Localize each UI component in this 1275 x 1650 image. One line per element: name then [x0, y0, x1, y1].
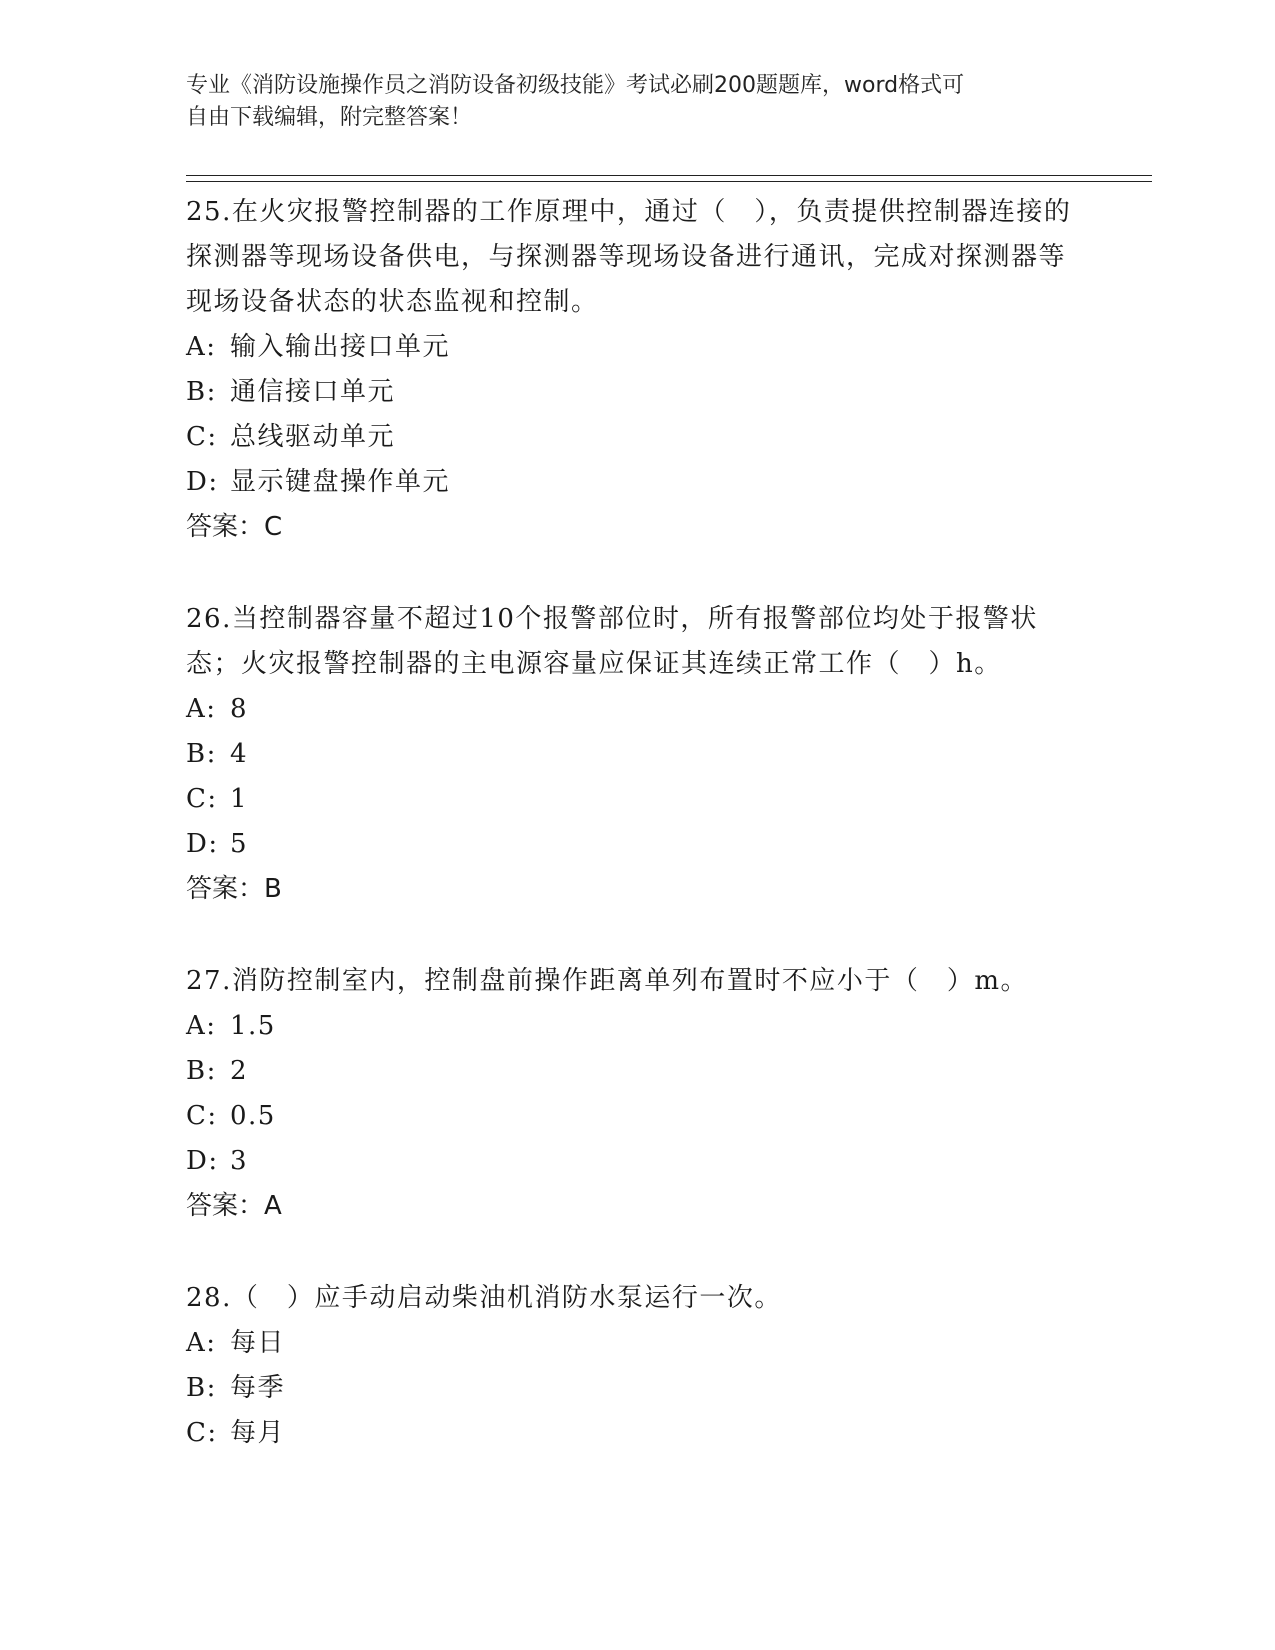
option-text: 输入输出接口单元 — [230, 332, 451, 362]
option-c — [186, 777, 1086, 822]
question-27 — [186, 959, 1086, 1229]
option-key: C: — [186, 1101, 218, 1131]
option-d — [186, 460, 1086, 505]
option-b — [186, 732, 1086, 777]
option-key: B: — [186, 377, 217, 407]
option-text: 显示键盘操作单元 — [230, 467, 451, 497]
option-text: 总线驱动单元 — [230, 422, 396, 452]
option-b — [186, 1049, 1086, 1094]
option-text: 3 — [230, 1146, 249, 1176]
document-header — [186, 70, 1086, 134]
header-line-1: 专业《消防设施操作员之消防设备初级技能》考试必刷200题题库，word格式可 — [186, 73, 965, 98]
option-d — [186, 1139, 1086, 1184]
question-stem: 25.在火灾报警控制器的工作原理中，通过（ ），负责提供控制器连接的探测器等现场设备供电，与探测器等现场设备进行通讯，完成对探测器等现场设备状态的状态监视和控制。 — [186, 197, 1072, 317]
answer-line: 答案：C — [186, 512, 283, 542]
option-text: 1 — [230, 784, 249, 814]
option-key: C: — [186, 784, 218, 814]
option-text: 每月 — [230, 1418, 286, 1448]
option-key: C: — [186, 1418, 218, 1448]
option-key: B: — [186, 739, 217, 769]
option-key: D: — [186, 829, 219, 859]
option-d — [186, 822, 1086, 867]
header-rule-bottom — [186, 181, 1152, 182]
question-26 — [186, 597, 1086, 912]
option-text: 1.5 — [230, 1011, 276, 1041]
header-rule-top — [186, 175, 1152, 176]
option-key: A: — [186, 332, 217, 362]
question-list — [186, 190, 1086, 1456]
answer-line: 答案：A — [186, 1191, 282, 1221]
spacer — [186, 550, 1086, 597]
option-c — [186, 415, 1086, 460]
option-key: B: — [186, 1056, 217, 1086]
option-a — [186, 325, 1086, 370]
option-key: C: — [186, 422, 218, 452]
question-stem: 27.消防控制室内，控制盘前操作距离单列布置时不应小于（ ）m。 — [186, 966, 1029, 996]
header-line-2: 自由下载编辑，附完整答案！ — [186, 105, 473, 130]
option-text: 5 — [230, 829, 249, 859]
option-key: A: — [186, 1011, 217, 1041]
option-a — [186, 1004, 1086, 1049]
option-b — [186, 1366, 1086, 1411]
option-c — [186, 1411, 1086, 1456]
option-a — [186, 687, 1086, 732]
question-28 — [186, 1276, 1086, 1456]
answer-line: 答案：B — [186, 874, 282, 904]
option-text: 通信接口单元 — [230, 377, 396, 407]
option-key: D: — [186, 467, 219, 497]
question-25 — [186, 190, 1086, 550]
question-stem: 26.当控制器容量不超过10个报警部位时，所有报警部位均处于报警状态；火灾报警控制器的主电源容量应保证其连续正常工作（ ）h。 — [186, 604, 1038, 679]
option-text: 每季 — [230, 1373, 286, 1403]
option-text: 0.5 — [230, 1101, 276, 1131]
option-key: D: — [186, 1146, 219, 1176]
option-text: 8 — [230, 694, 249, 724]
option-c — [186, 1094, 1086, 1139]
option-key: A: — [186, 1328, 217, 1358]
question-stem: 28.（ ）应手动启动柴油机消防水泵运行一次。 — [186, 1283, 782, 1313]
option-key: B: — [186, 1373, 217, 1403]
option-b — [186, 370, 1086, 415]
option-key: A: — [186, 694, 217, 724]
spacer — [186, 1229, 1086, 1276]
option-a — [186, 1321, 1086, 1366]
option-text: 4 — [230, 739, 249, 769]
spacer — [186, 912, 1086, 959]
option-text: 2 — [230, 1056, 249, 1086]
option-text: 每日 — [230, 1328, 286, 1358]
